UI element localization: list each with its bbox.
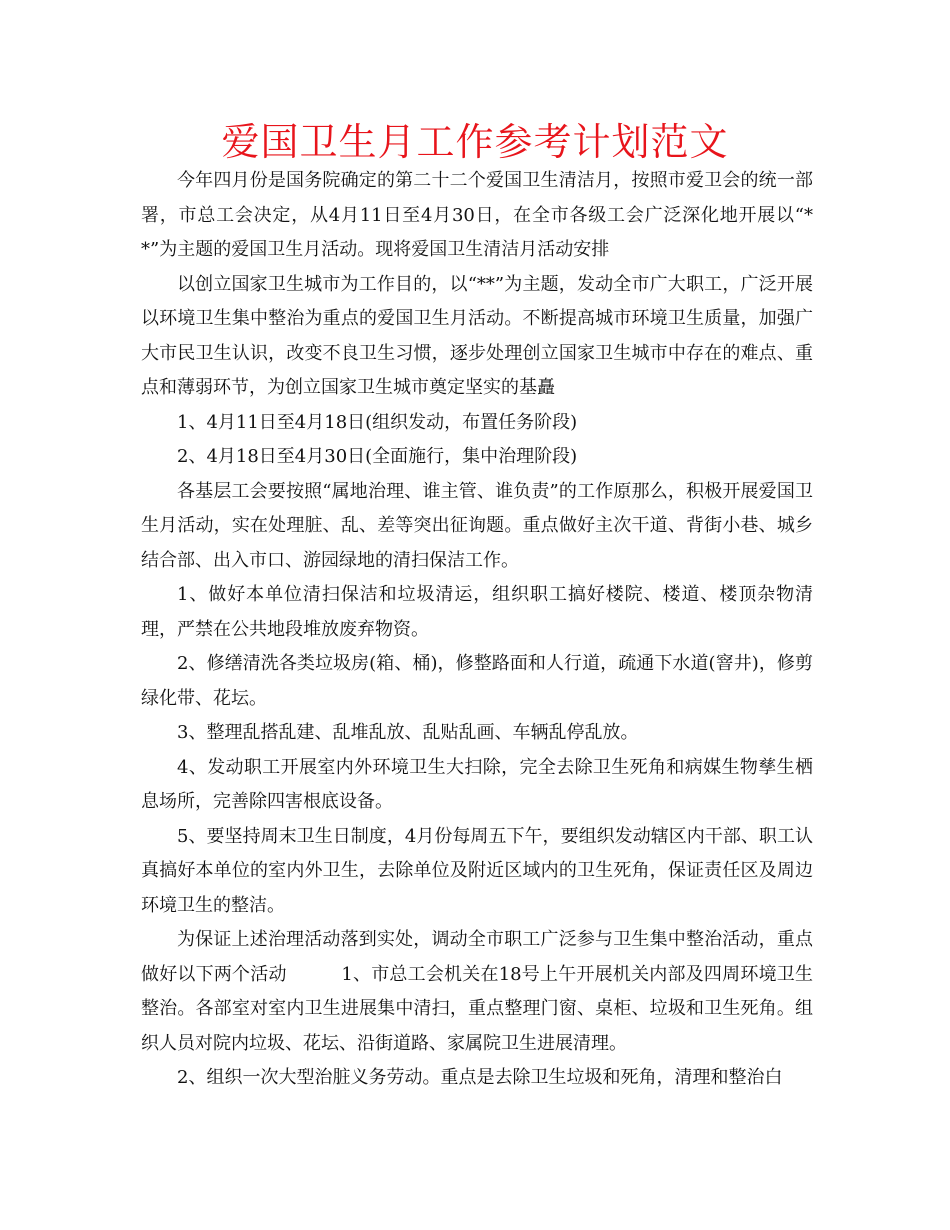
paragraph-task-2: 2、修缮清洗各类垃圾房(箱、桶)，修整路面和人行道，疏通下水道(窨井)，修剪绿化带、花坛。 [141, 653, 813, 709]
paragraph-task-4: 4、发动职工开展室内外环境卫生大扫除，完全去除卫生死角和病媒生物孳生栖息场所，完善除四害根底设备。 [141, 756, 813, 812]
paragraph-intro: 今年四月份是国务院确定的第二十二个爱国卫生清洁月，按照市爱卫会的统一部署，市总工会决定，从4月11日至4月30日，在全市各级工会广泛深化地开展以“**”为主题的爱国卫生月活动。现将爱国卫生清洁月活动安排 [141, 170, 813, 260]
paragraph-activities: 为保证上述治理活动落到实处，调动全市职工广泛参与卫生集中整治活动，重点做好以下两个活动 1、市总工会机关在18号上午开展机关内部及四周环境卫生整治。各部室对室内卫生进展集中清扫，重点整理门窗、桌柜、垃圾和卫生死角。组织人员对院内垃圾、花坛、沿街道路、家属院卫生进展清理。 [141, 929, 813, 1054]
paragraph-activity-2: 2、组织一次大型治脏义务劳动。重点是去除卫生垃圾和死角，清理和整治白 [177, 1067, 783, 1088]
paragraph-task-5: 5、要坚持周末卫生日制度，4月份每周五下午，要组织发动辖区内干部、职工认真搞好本单位的室内外卫生，去除单位及附近区域内的卫生死角，保证责任区及周边环境卫生的整洁。 [141, 825, 813, 916]
paragraph-stage-1: 1、4月11日至4月18日(组织发动，布置任务阶段) [177, 411, 578, 433]
document-title: 爱国卫生月工作参考计划范文 [221, 120, 729, 164]
document-body [141, 164, 813, 1096]
paragraph-task-3: 3、整理乱搭乱建、乱堆乱放、乱贴乱画、车辆乱停乱放。 [177, 722, 639, 743]
paragraph-requirements: 各基层工会要按照“属地治理、谁主管、谁负责”的工作原那么，积极开展爱国卫生月活动，实在处理脏、乱、差等突出征询题。重点做好主次干道、背街小巷、城乡结合部、出入市口、游园绿地的清扫保洁工作。 [141, 480, 813, 571]
paragraph-task-1: 1、做好本单位清扫保洁和垃圾清运，组织职工搞好楼院、楼道、楼顶杂物清理，严禁在公共地段堆放废弃物资。 [141, 584, 813, 640]
paragraph-goal: 以创立国家卫生城市为工作目的，以“**”为主题，发动全市广大职工，广泛开展以环境卫生集中整治为重点的爱国卫生月活动。不断提高城市环境卫生质量，加强广大市民卫生认识，改变不良卫生习惯，逐步处理创立国家卫生城市中存在的难点、重点和薄弱环节，为创立国家卫生城市奠定坚实的基矗 [141, 273, 813, 398]
paragraph-stage-2: 2、4月18日至4月30日(全面施行，集中治理阶段) [177, 446, 578, 467]
